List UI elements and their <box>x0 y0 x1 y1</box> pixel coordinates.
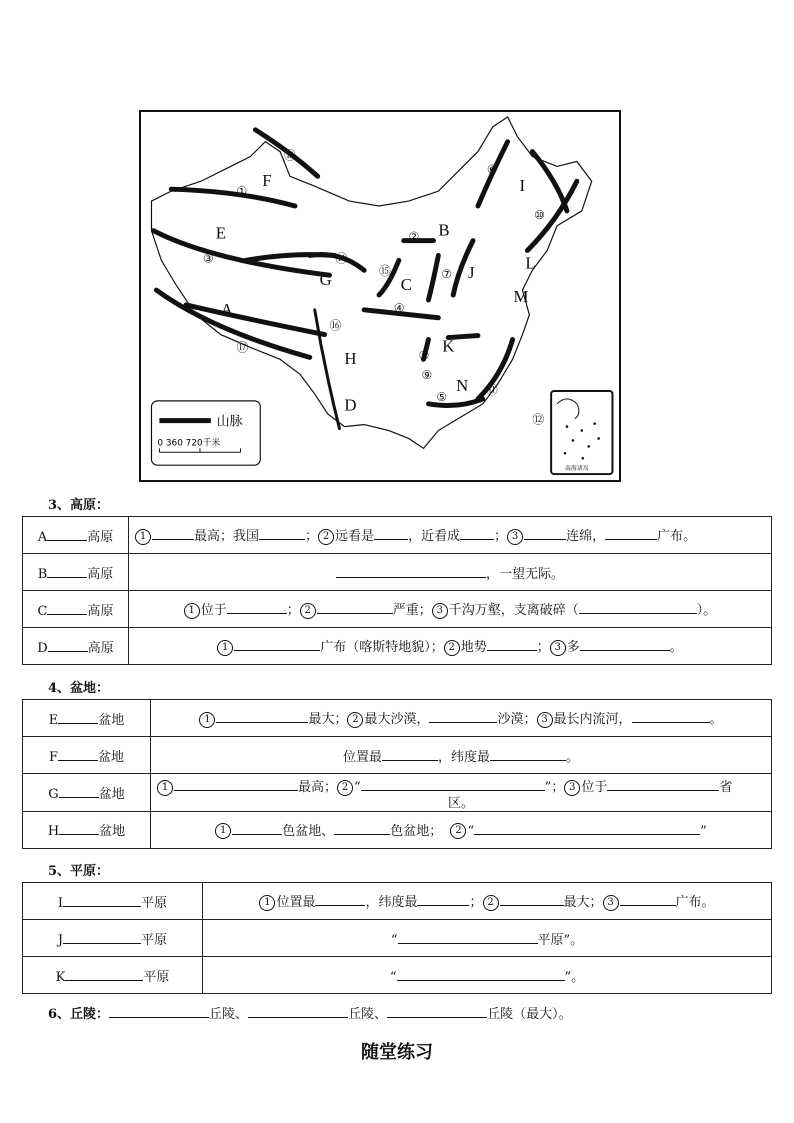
blank[interactable] <box>63 892 141 907</box>
circle-2-icon: 2 <box>318 529 334 545</box>
circle-1-icon: 1 <box>184 603 200 619</box>
blank[interactable] <box>382 746 438 761</box>
blank[interactable] <box>580 636 670 651</box>
map-letter-K: K <box>442 336 455 356</box>
blank[interactable] <box>152 525 194 540</box>
table-row: K 平原 “ ”。 <box>23 957 772 994</box>
map-legend <box>151 401 260 465</box>
blank[interactable] <box>216 708 308 723</box>
blank[interactable] <box>234 636 320 651</box>
circle-2-icon: 2 <box>300 603 316 619</box>
circle-2-icon: 2 <box>483 895 499 911</box>
map-letter-L: L <box>525 253 536 273</box>
map-num-2: ② <box>408 229 420 244</box>
map-svg <box>141 112 619 480</box>
blank[interactable] <box>387 1003 487 1018</box>
blank[interactable] <box>47 526 87 541</box>
map-num-10: ⑩ <box>534 207 545 222</box>
section-3-title: 3、高原： <box>48 498 110 513</box>
plain-table <box>22 882 772 994</box>
map-num-8: ⑧ <box>418 348 430 363</box>
map-letter-H: H <box>344 349 357 369</box>
map-num-14: ⑭ <box>335 251 348 266</box>
table-row: C 高原 1 位于 ； 2 严重； 3 千沟万壑，支离破碎（ ）。 <box>23 591 772 628</box>
map-letter-B: B <box>438 220 450 240</box>
map-num-4: ④ <box>393 300 405 315</box>
map-num-3: ③ <box>202 251 214 266</box>
section-6-line: 6、丘陵： 丘陵、 丘陵、 丘陵（最大）。 <box>48 1003 572 1022</box>
circle-1-icon: 1 <box>217 640 233 656</box>
table-row: E 盆地 1 最大； 2 最大沙漠， 沙漠； 3 最长内流河， 。 <box>23 700 772 737</box>
footer-title: 随堂练习 <box>361 1042 433 1063</box>
map-letter-D: D <box>344 395 357 415</box>
blank[interactable] <box>374 525 408 540</box>
map-letter-E: E <box>215 223 227 243</box>
map-num-5: ⑤ <box>436 389 448 404</box>
table-row: F 盆地 位置最 ，纬度最 。 <box>23 737 772 774</box>
blank[interactable] <box>59 783 99 798</box>
blank[interactable] <box>500 891 564 906</box>
blank[interactable] <box>579 599 697 614</box>
legend-scale: 0 360 720千米 <box>157 438 221 449</box>
map-num-9: ⑨ <box>421 368 433 383</box>
blank[interactable] <box>620 891 676 906</box>
blank[interactable] <box>417 891 469 906</box>
blank[interactable] <box>632 708 710 723</box>
circle-1-icon: 1 <box>135 529 151 545</box>
circle-1-icon: 1 <box>157 780 173 796</box>
blank[interactable] <box>460 525 494 540</box>
table-row: H 盆地 1 色盆地、 色盆地； 2 “ ” <box>23 811 772 848</box>
blank[interactable] <box>361 776 545 791</box>
blank[interactable] <box>58 709 98 724</box>
blank[interactable] <box>48 637 88 652</box>
map-num-17: ⑰ <box>236 340 249 355</box>
mountain-17 <box>156 290 309 357</box>
table-row: G 盆地 1 最高； 2 “ ”； 3 位于 省 区。 <box>23 774 772 812</box>
circle-3-icon: 3 <box>603 895 619 911</box>
blank[interactable] <box>607 776 719 791</box>
map-letter-A: A <box>220 299 233 319</box>
map-num-11: ⑪ <box>485 382 498 397</box>
blank[interactable] <box>398 929 538 944</box>
blank[interactable] <box>63 929 141 944</box>
blank[interactable] <box>59 820 99 835</box>
section-5-title: 5、平原： <box>48 864 110 879</box>
circle-1-icon: 1 <box>259 895 275 911</box>
basin-table <box>22 699 772 849</box>
plateau-table <box>22 516 772 665</box>
blank[interactable] <box>524 525 566 540</box>
table-row: I 平原 1 位置最 ，纬度最 ； 2 最大； 3 广布。 <box>23 883 772 920</box>
south-china-sea-inset <box>551 391 612 474</box>
map-letter-I: I <box>519 176 526 196</box>
blank[interactable] <box>605 525 657 540</box>
blank[interactable] <box>429 708 497 723</box>
table-row: B 高原 ，一望无际。 <box>23 554 772 591</box>
map-num-13: ⑬ <box>284 148 296 163</box>
china-outline <box>151 117 591 448</box>
map-num-1: ① <box>236 184 248 199</box>
circle-2-icon: 2 <box>444 640 460 656</box>
map-letter-N: N <box>456 375 469 395</box>
circle-2-icon: 2 <box>450 823 466 839</box>
circle-2-icon: 2 <box>337 780 353 796</box>
map-letter-G: G <box>319 270 332 290</box>
table-row: D 高原 1 广布（喀斯特地貌）； 2 地势 ； 3 多 。 <box>23 628 772 665</box>
map-letter-M: M <box>513 286 529 306</box>
blank[interactable] <box>174 776 298 791</box>
blank[interactable] <box>47 600 87 615</box>
circle-3-icon: 3 <box>550 640 566 656</box>
circle-3-icon: 3 <box>432 603 448 619</box>
blank[interactable] <box>334 820 390 835</box>
blank[interactable] <box>65 966 143 981</box>
blank[interactable] <box>474 820 700 835</box>
circle-2-icon: 2 <box>347 712 363 728</box>
map-letter-C: C <box>400 275 412 295</box>
blank[interactable] <box>47 563 87 578</box>
circle-1-icon: 1 <box>215 823 231 839</box>
blank[interactable] <box>259 525 305 540</box>
map-letter-F: F <box>262 171 272 191</box>
inset-label: 南海诸岛 <box>564 465 589 473</box>
mountain-I <box>532 152 567 211</box>
circle-3-icon: 3 <box>564 780 580 796</box>
blank[interactable] <box>109 1003 209 1018</box>
blank[interactable] <box>487 636 537 651</box>
blank[interactable] <box>397 966 565 981</box>
china-terrain-map <box>139 110 621 482</box>
map-num-6: ⑥ <box>486 162 498 177</box>
section-4-title: 4、盆地： <box>48 681 110 696</box>
circle-3-icon: 3 <box>537 712 553 728</box>
map-num-15: ⑮ <box>379 264 391 279</box>
mountain-1 <box>171 189 295 206</box>
blank[interactable] <box>248 1003 348 1018</box>
circle-3-icon: 3 <box>507 529 523 545</box>
blank[interactable] <box>315 891 365 906</box>
section-6-title: 6、丘陵： <box>48 1007 110 1022</box>
map-num-16: ⑯ <box>329 318 342 333</box>
blank[interactable] <box>336 563 486 578</box>
map-letter-J: J <box>468 263 475 283</box>
circle-1-icon: 1 <box>199 712 215 728</box>
blank[interactable] <box>227 599 287 614</box>
blank[interactable] <box>58 746 98 761</box>
blank[interactable] <box>490 746 566 761</box>
legend-label: 山脉 <box>216 414 243 430</box>
table-row: A 高原 1 最高；我国 ； 2 远看是 ，近看成 ； 3 连绵， 广布。 <box>23 517 772 554</box>
map-num-7: ⑦ <box>441 267 452 282</box>
blank[interactable] <box>317 599 393 614</box>
map-num-12: ⑫ <box>532 412 545 427</box>
mountain-J <box>428 255 438 300</box>
table-row: J 平原 “ 平原”。 <box>23 920 772 957</box>
blank[interactable] <box>232 820 282 835</box>
